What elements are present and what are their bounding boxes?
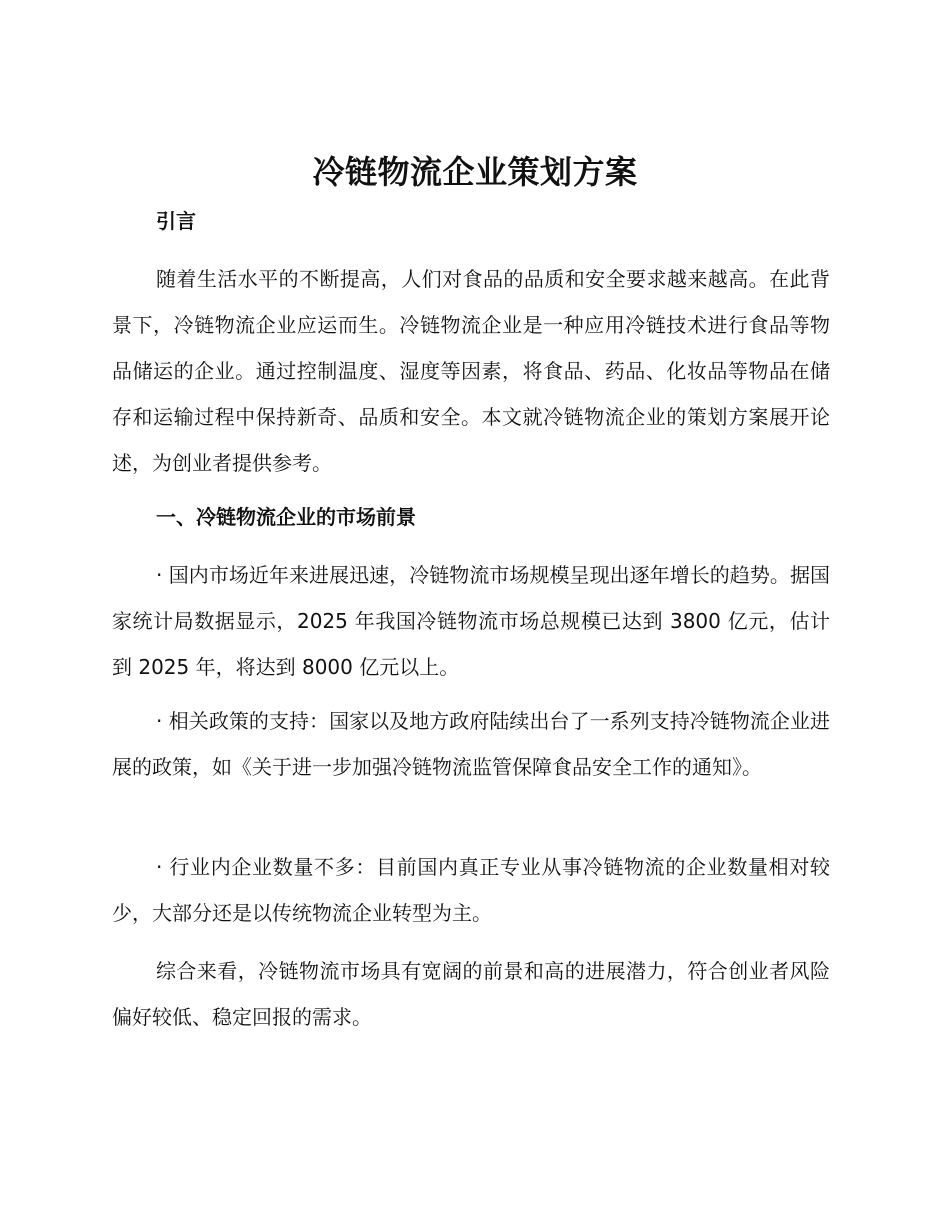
document-title: 冷链物流企业策划方案 xyxy=(312,153,638,191)
summary-paragraph: 综合来看，冷链物流市场具有宽阔的前景和高的进展潜力，符合创业者风险偏好较低、稳定回报的需求。 xyxy=(112,959,830,1029)
intro-heading: 引言 xyxy=(156,209,196,233)
bullet-market-growth: · 国内市场近年来进展迅速，冷链物流市场规模呈现出逐年增长的趋势。据国家统计局数据显示，2025 年我国冷链物流市场总规模已达到 3800 亿元，估计到 2025 年，将达到 8000 亿元以上。 xyxy=(112,563,830,679)
intro-paragraph: 随着生活水平的不断提高，人们对食品的品质和安全要求越来越高。在此背景下，冷链物流企业应运而生。冷链物流企业是一种应用冷链技术进行食品等物品储运的企业。通过控制温度、湿度等因素，将食品、药品、化妆品等物品在储存和运输过程中保持新奇、品质和安全。本文就冷链物流企业的策划方案展开论述，为创业者提供参考。 xyxy=(112,267,830,475)
bullet-few-companies: · 行业内企业数量不多：目前国内真正专业从事冷链物流的企业数量相对较少，大部分还是以传统物流企业转型为主。 xyxy=(112,855,830,925)
bullet-policy-support: · 相关政策的支持：国家以及地方政府陆续出台了一系列支持冷链物流企业进展的政策，如《关于进一步加强冷链物流监管保障食品安全工作的通知》。 xyxy=(112,709,830,779)
section-heading-market-outlook: 一、冷链物流企业的市场前景 xyxy=(156,505,416,529)
